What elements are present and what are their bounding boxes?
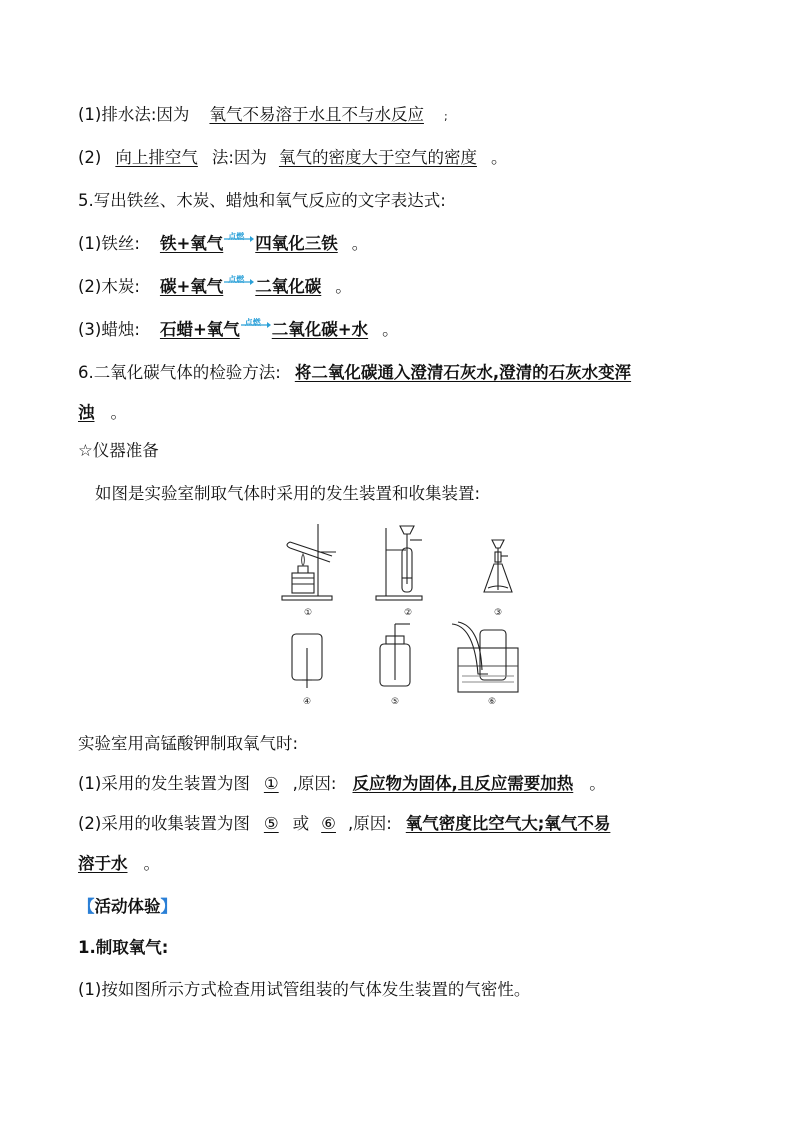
answer-blank <box>78 854 144 873</box>
heading-text: 1.制取氧气: <box>78 938 169 957</box>
text: (1)采用的发生装置为图 <box>78 774 250 793</box>
apparatus-4-downward-collection <box>292 634 322 688</box>
line-drainage-method <box>78 104 448 128</box>
line-iron-wire <box>78 233 368 255</box>
text: (3)蜡烛: <box>78 320 140 339</box>
punct: 。 <box>143 854 160 873</box>
apparatus-6-water-collection <box>452 622 518 692</box>
line-generator-choice <box>78 773 606 795</box>
apparatus-5-upward-collection <box>380 624 410 686</box>
products: 四氧化三铁 <box>255 234 338 253</box>
text: 实验室用高锰酸钾制取氧气时: <box>78 734 299 753</box>
reaction-condition: 点燃 <box>228 274 245 284</box>
answer-blank <box>392 814 611 833</box>
answer-text: 反应物为固体,且反应需要加热 <box>352 774 574 793</box>
reactants: 石蜡+氧气 <box>159 320 240 339</box>
text: 法:因为 <box>211 148 267 167</box>
text: 如图是实验室制取气体时采用的发生装置和收集装置: <box>95 484 481 503</box>
reaction-condition: 点燃 <box>228 231 245 241</box>
answer-blank <box>189 105 444 124</box>
punct: 。 <box>382 320 399 339</box>
bracket-open: 【 <box>78 897 95 916</box>
text: (2)木炭: <box>78 277 140 296</box>
reactants: 铁+氧气 <box>159 234 224 253</box>
subheading-make-oxygen <box>78 937 168 959</box>
answer-blank <box>140 274 335 296</box>
section-heading-activity <box>78 896 177 918</box>
answer-blank <box>267 148 491 167</box>
line-collector-choice-cont <box>78 853 160 875</box>
answer-blank <box>78 403 111 422</box>
punct: ; <box>443 110 448 123</box>
reaction-arrow <box>224 231 254 251</box>
line-question-6 <box>78 362 631 384</box>
answer-text: 溶于水 <box>78 854 128 873</box>
answer-text: 氧气不易溶于水且不与水反应 <box>209 105 424 124</box>
line-question-5 <box>78 190 446 212</box>
text: (2) <box>78 148 102 167</box>
answer-blank <box>281 363 631 382</box>
figure-label-2: ② <box>403 608 413 618</box>
line-collector-choice <box>78 813 610 835</box>
text: ,原因: <box>347 814 392 833</box>
text: (1)排水法:因为 <box>78 105 190 124</box>
line-airtightness-check <box>78 979 530 1001</box>
question-text: 6.二氧化碳气体的检验方法: <box>78 363 281 382</box>
figure-label-1: ① <box>303 608 313 618</box>
text: 或 <box>292 814 310 833</box>
line-kmno4-intro <box>78 733 298 755</box>
answer-text: ① <box>263 774 279 793</box>
answer-text: ⑤ <box>263 814 279 833</box>
answer-blank <box>250 814 293 833</box>
answer-blank <box>140 317 382 339</box>
text: (1)按如图所示方式检查用试管组装的气体发生装置的气密性。 <box>78 980 531 999</box>
figure-label-6: ⑥ <box>487 697 497 707</box>
products: 二氧化碳 <box>255 277 322 296</box>
answer-text: ⑥ <box>321 814 336 833</box>
punct: 。 <box>490 148 508 167</box>
reactants: 碳+氧气 <box>159 277 224 296</box>
answer-text: 向上排空气 <box>115 148 198 167</box>
text: ,原因: <box>292 774 337 793</box>
figure-label-5: ⑤ <box>390 697 400 707</box>
line-upward-air-method <box>78 147 507 169</box>
apparatus-2-tube-funnel <box>376 526 422 600</box>
bracket-close: 】 <box>160 897 177 916</box>
punct: 。 <box>335 277 352 296</box>
punct: 。 <box>110 403 127 422</box>
reaction-condition: 点燃 <box>244 317 261 327</box>
line-candle <box>78 319 399 341</box>
text: (2)采用的收集装置为图 <box>78 814 250 833</box>
apparatus-3-flask-funnel <box>484 540 512 592</box>
heading-text: ☆仪器准备 <box>78 441 159 460</box>
question-text: 5.写出铁丝、木炭、蜡烛和氧气反应的文字表达式: <box>78 191 446 210</box>
products: 二氧化碳+水 <box>271 320 369 339</box>
answer-text: 氧气密度比空气大;氧气不易 <box>405 814 611 833</box>
answer-text: 氧气的密度大于空气的密度 <box>278 148 477 167</box>
apparatus-1-heating-tube <box>282 524 336 600</box>
answer-blank <box>140 231 352 253</box>
apparatus-diagram <box>270 518 540 714</box>
answer-text: 将二氧化碳通入澄清石灰水,澄清的石灰水变浑 <box>294 363 632 382</box>
section-heading-instruments <box>78 440 159 462</box>
reaction-arrow <box>241 317 271 337</box>
answer-blank <box>250 774 293 793</box>
line-figure-intro <box>95 483 480 505</box>
answer-blank <box>336 774 589 793</box>
reaction-arrow <box>224 274 254 294</box>
apparatus-figure <box>270 518 540 714</box>
punct: 。 <box>589 774 606 793</box>
answer-blank <box>101 148 212 167</box>
line-charcoal <box>78 276 352 298</box>
text: (1)铁丝: <box>78 234 140 253</box>
figure-label-4: ④ <box>302 697 312 707</box>
figure-label-3: ③ <box>493 608 503 618</box>
answer-blank <box>309 814 348 833</box>
heading-text: 活动体验 <box>94 897 161 916</box>
answer-text: 浊 <box>78 403 95 422</box>
punct: 。 <box>351 234 369 253</box>
line-question-6-cont <box>78 402 127 424</box>
